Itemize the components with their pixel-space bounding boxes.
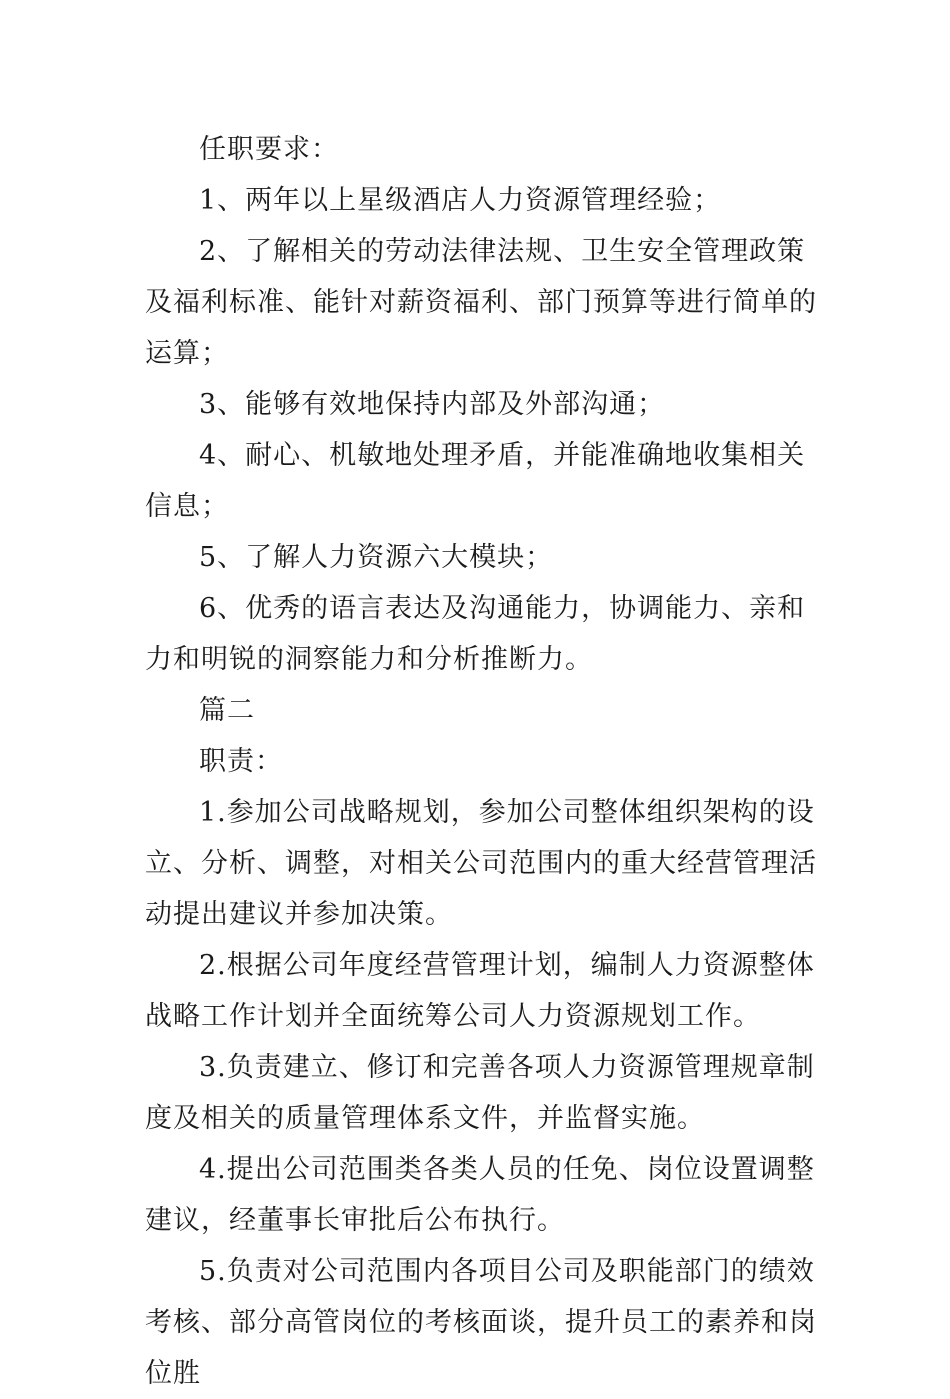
paragraph-requirement-3: 3、能够有效地保持内部及外部沟通； xyxy=(199,389,666,420)
paragraph-duty-2: 2.根据公司年度经营管理计划，编制人力资源整体战略工作计划并全面统筹公司人力资源规划工作。 xyxy=(145,950,815,1032)
document-body xyxy=(145,124,820,1399)
paragraph-duty-1: 1.参加公司战略规划，参加公司整体组织架构的设立、分析、调整，对相关公司范围内的重大经营管理活动提出建议并参加决策。 xyxy=(145,797,817,930)
section-heading-part-two: 篇二 xyxy=(199,695,255,726)
paragraph-duty-4: 4.提出公司范围类各类人员的任免、岗位设置调整建议，经董事长审批后公布执行。 xyxy=(145,1154,815,1236)
paragraph-requirement-2: 2、了解相关的劳动法律法规、卫生安全管理政策及福利标准、能针对薪资福利、部门预算等进行简单的运算； xyxy=(145,236,817,369)
paragraph-duty-3: 3.负责建立、修订和完善各项人力资源管理规章制度及相关的质量管理体系文件，并监督实施。 xyxy=(145,1052,815,1134)
paragraph-requirement-4: 4、耐心、机敏地处理矛盾，并能准确地收集相关信息； xyxy=(145,440,806,522)
paragraph-requirements-heading: 任职要求： xyxy=(199,134,339,165)
paragraph-requirement-1: 1、两年以上星级酒店人力资源管理经验； xyxy=(199,185,722,216)
paragraph-requirement-6: 6、优秀的语言表达及沟通能力，协调能力、亲和力和明锐的洞察能力和分析推断力。 xyxy=(145,593,806,675)
paragraph-duties-heading: 职责： xyxy=(199,746,283,777)
paragraph-duty-5: 5.负责对公司范围内各项目公司及职能部门的绩效考核、部分高管岗位的考核面谈，提升员工的素养和岗位胜 xyxy=(145,1256,817,1389)
paragraph-requirement-5: 5、了解人力资源六大模块； xyxy=(199,542,554,573)
